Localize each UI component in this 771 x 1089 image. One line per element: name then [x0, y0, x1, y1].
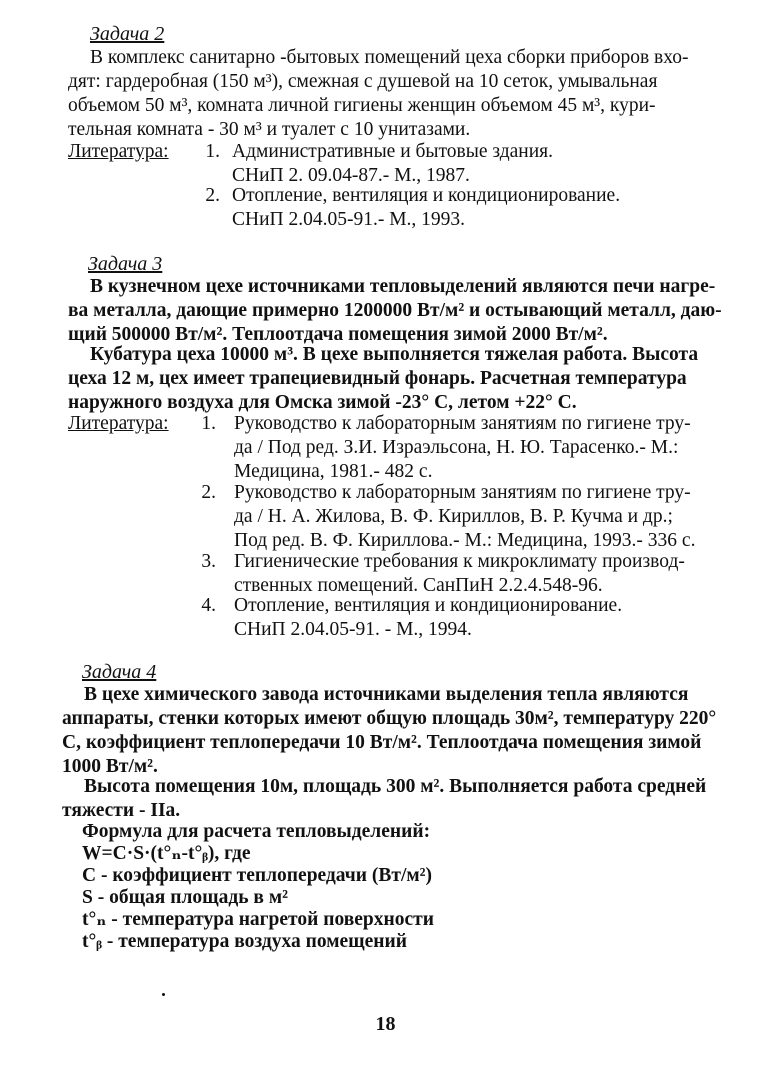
text-line: В комплекс санитарно -бытовых помещений цеха сборки приборов вхо-: [90, 47, 689, 68]
formula-def-c: С - коэффициент теплопередачи (Вт/м²): [82, 865, 432, 886]
ref-line: Медицина, 1981.- 482 с.: [234, 461, 433, 482]
ref-line: СНиП 2.04.05-91. - М., 1994.: [234, 619, 472, 640]
task3-paragraph-2: [68, 343, 712, 415]
formula-title: Формула для расчета тепловыделений:: [82, 821, 431, 842]
ref-number: 1.: [205, 141, 220, 162]
task3-heading: Задача 3: [88, 253, 163, 275]
ref-line: да / Н. А. Жилова, В. Ф. Кириллов, В. Р. Кучма и др.;: [234, 506, 673, 527]
text-line: тельная комната - 30 м³ и туалет с 10 унитазами.: [68, 119, 471, 140]
task2-heading: Задача 2: [90, 23, 165, 45]
ref-number: 2.: [201, 482, 216, 503]
ref-line: Административные и бытовые здания.: [232, 141, 554, 162]
ref-line: СНиП 2. 09.04-87.- М., 1987.: [232, 165, 470, 186]
task4-paragraph-2: [62, 775, 712, 823]
formula: W=C·S·(t°ₙ-t°ᵦ), где: [82, 843, 251, 864]
ref-line: ственных помещений. СанПиН 2.2.4.548-96.: [234, 575, 603, 596]
task2-ref-2: [198, 184, 698, 232]
text-line: Высота помещения 10м, площадь 300 м². Выполняется работа средней: [84, 776, 707, 797]
text-line: С, коэффициент теплопередачи 10 Вт/м². Теплоотдача помещения зимой: [62, 732, 702, 753]
text-line: тяжести - IIа.: [62, 800, 181, 821]
task3-paragraph-1: [68, 275, 722, 347]
ref-text: [234, 412, 691, 484]
ref-text: [234, 594, 622, 642]
ref-number: 2.: [205, 185, 220, 206]
task3-ref-2: [194, 481, 714, 553]
formula-def-tb: t°ᵦ - температура воздуха помещений: [82, 931, 408, 952]
stray-dot: [162, 993, 165, 996]
task2-literature-label: Литература:: [68, 141, 169, 162]
text-line: ва металла, дающие примерно 1200000 Вт/м² и остывающий металл, даю-: [68, 300, 722, 321]
text-line: щий 500000 Вт/м². Теплоотдача помещения зимой 2000 Вт/м².: [68, 324, 608, 345]
ref-line: Под ред. В. Ф. Кириллова.- М.: Медицина, 1993.- 336 с.: [234, 530, 696, 551]
ref-line: Руководство к лабораторным занятиям по гигиене тру-: [234, 413, 691, 434]
task3-ref-1: [194, 412, 714, 484]
task3-ref-3: [194, 550, 714, 598]
task2-text: [68, 46, 712, 142]
text-line: наружного воздуха для Омска зимой -23° С, летом +22° С.: [68, 392, 577, 413]
ref-line: Гигиенические требования к микроклимату производ-: [234, 551, 685, 572]
text-line: В цехе химического завода источниками выделения тепла являются: [84, 684, 689, 705]
ref-line: да / Под ред. З.И. Израэльсона, Н. Ю. Тарасенко.- М.:: [234, 437, 679, 458]
formula-def-tn: t°ₙ - температура нагретой поверхности: [82, 909, 434, 930]
formula-def-s: S - общая площадь в м²: [82, 887, 288, 908]
task4-paragraph-1: [62, 683, 717, 779]
text-line: В кузнечном цехе источниками тепловыделений являются печи нагре-: [90, 276, 716, 297]
page-number: 18: [375, 1013, 396, 1035]
ref-text: [234, 550, 685, 598]
ref-line: Отопление, вентиляция и кондиционирование.: [232, 185, 621, 206]
ref-line: Отопление, вентиляция и кондиционирование.: [234, 595, 623, 616]
text-line: дят: гардеробная (150 м³), смежная с душевой на 10 сеток, умывальная: [68, 71, 658, 92]
ref-line: СНиП 2.04.05-91.- М., 1993.: [232, 209, 466, 230]
task4-heading: Задача 4: [82, 661, 157, 683]
text-line: аппараты, стенки которых имеют общую площадь 30м², температуру 220°: [62, 708, 717, 729]
task3-literature-label: Литература:: [68, 413, 169, 434]
ref-text: [232, 184, 620, 232]
text-line: Кубатура цеха 10000 м³. В цехе выполняется тяжелая работа. Высота: [90, 344, 699, 365]
ref-number: 1.: [201, 413, 216, 434]
ref-number: 3.: [201, 551, 216, 572]
ref-text: [232, 140, 553, 188]
ref-line: Руководство к лабораторным занятиям по гигиене тру-: [234, 482, 691, 503]
text-line: цеха 12 м, цех имеет трапециевидный фонарь. Расчетная температура: [68, 368, 687, 389]
ref-text: [234, 481, 695, 553]
ref-number: 4.: [201, 595, 216, 616]
text-line: 1000 Вт/м².: [62, 756, 158, 777]
task3-ref-4: [194, 594, 714, 642]
task2-ref-1: [198, 140, 698, 188]
text-line: объемом 50 м³, комната личной гигиены женщин объемом 45 м³, кури-: [68, 95, 656, 116]
